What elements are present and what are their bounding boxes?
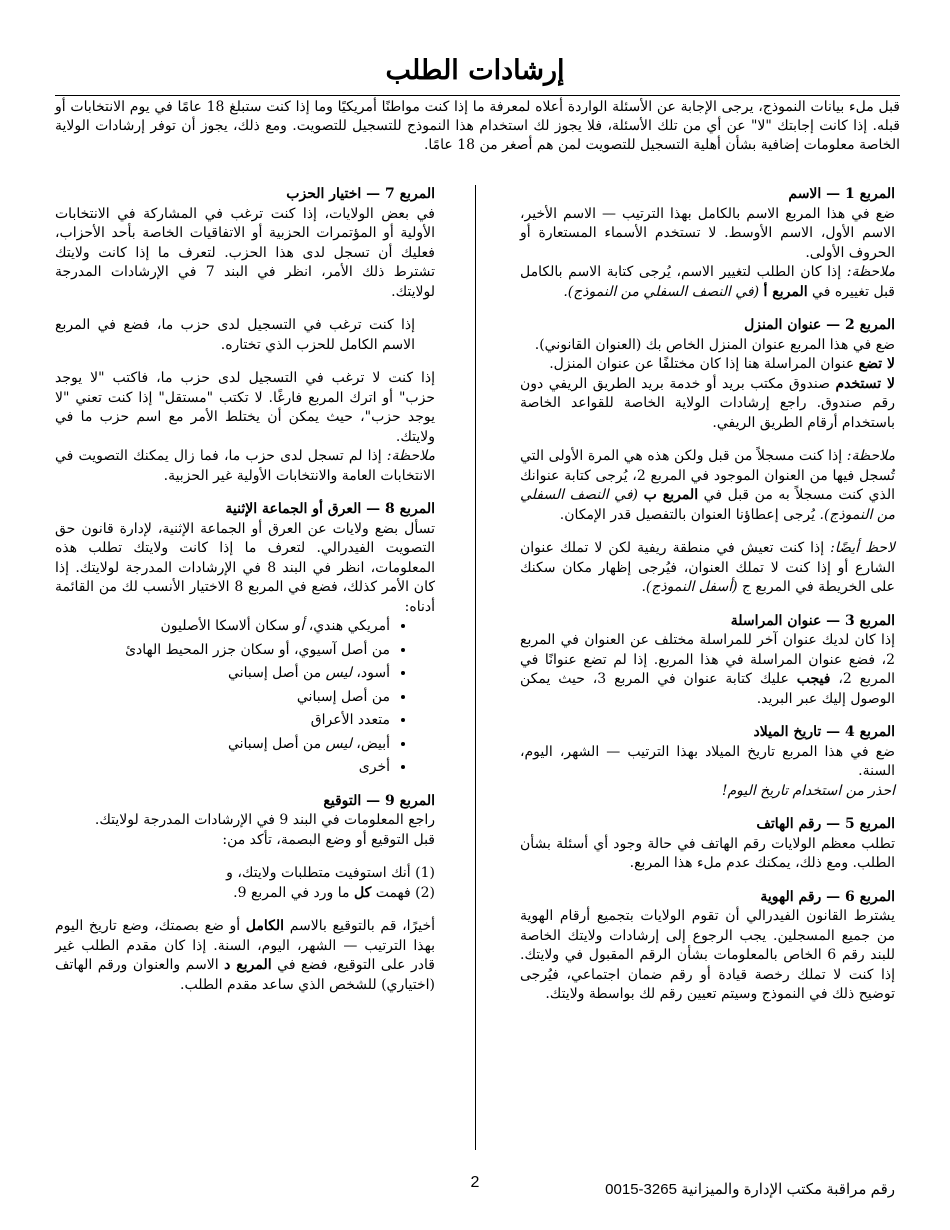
list-item: • من أصل إسباني bbox=[55, 688, 390, 708]
race-list bbox=[55, 617, 435, 778]
box2-heading: المربع 2 — عنوان المنزل bbox=[744, 317, 895, 333]
page-title: إرشادات الطلب bbox=[385, 55, 565, 86]
box7-party-choice: إذا كنت ترغب في التسجيل لدى حزب ما، فضع في المربع الاسم الكامل للحزب الذي تختاره. bbox=[55, 317, 415, 353]
box6-heading: المربع 6 — رقم الهوية bbox=[760, 888, 895, 905]
box3-heading: المربع 3 — عنوان المراسلة bbox=[730, 612, 895, 629]
box2-no-use: لا تستخدم صندوق مكتب بريد أو خدمة بريد الطريق الريفي دون رقم صندوق. راجع إرشادات الولاية الخاصة للقواعد الخاصة باستخدام أرقام الطريق الريفي. bbox=[520, 375, 895, 431]
box2-note: ملاحظة: إذا كنت مسجلاً من قبل ولكن هذه هي المرة الأولى التي تُسجل فيها من العنوان الموجود في المربع 2، يُرجى كتابة عنوانك الذي كنت مسجلاً به من قبل في المربع ب (في النصف السفلي من النموذج). يُرجى إعطاؤنا العنوان بالتفصيل قدر الإمكان. bbox=[520, 448, 896, 523]
box9-heading: المربع 9 — التوقيع bbox=[323, 792, 435, 809]
list-item: • أبيض، ليس من أصل إسباني bbox=[55, 735, 390, 755]
box1-note: ملاحظة: إذا كان الطلب لتغيير الاسم، يُرجى كتابة الاسم بالكامل قبل تغييره في المربع أ (في النصف السفلي من النموذج). bbox=[520, 264, 895, 300]
box7-section: المربع 7 — اختيار الحزب في بعض الولايات، إذا كنت ترغب في المشاركة في الانتخابات الأولية أو المؤتمرات الحزبية أو الاتفاقيات الخاصة بأحد الأحزاب، فعليك أن تسجل لدى هذا الحزب. لتعرف ما إذا كانت ولايتك تشترط ذلك الأمر، انظر في البند 7 في الإرشادات المدرجة لولايتك. bbox=[55, 186, 435, 300]
box9-checklist: (1) أنك استوفيت متطلبات ولايتك، و (2) فهمت كل ما ورد في المربع 9. bbox=[226, 865, 435, 901]
box2-also-note: لاحظ أيضًا: إذا كنت تعيش في منطقة ريفية لكن لا تملك عنوان الشارع أو إذا كنت لا تملك العنوان، فيُرجى إظهار مكان سكنك على الخريطة في المربع ج (أسفل النموذج). bbox=[520, 540, 896, 595]
box5-heading: المربع 5 — رقم الهاتف bbox=[756, 816, 895, 832]
intro-paragraph: قبل ملء بيانات النموذج، يرجى الإجابة عن الأسئلة الواردة أعلاه لمعرفة ما إذا كنت مواطنًا أمريكيًا وما إذا كنت ستبلغ 18 عامًا في يوم الانتخابات أو قبله. إذا كانت إجابتك "لا" عن أي من تلك الأسئلة، فلا يجوز لك استخدام هذا النموذج للتسجيل للتصويت. ومع ذلك، يجوز أن توفر إرشادات الولاية الخاصة معلومات إضافية بشأن أهلية التسجيل للتصويت لمن هم أصغر من 18 عامًا. bbox=[55, 95, 900, 155]
box4-warning: احذر من استخدام تاريخ اليوم! bbox=[721, 782, 895, 799]
box4-section: المربع 4 — تاريخ الميلاد ضع في هذا المربع تاريخ الميلاد بهذا الترتيب — الشهر، اليوم، السنة. احذر من استخدام تاريخ اليوم! bbox=[520, 724, 895, 799]
list-item: • متعدد الأعراق bbox=[55, 711, 390, 731]
box1-text: ضع في هذا المربع الاسم بالكامل بهذا الترتيب — الاسم الأخير، الاسم الأول، الاسم الأوسط. لا تستخدم الأسماء المستعارة أو الحروف الأولى. bbox=[520, 205, 895, 261]
box7-no-party: إذا كنت لا ترغب في التسجيل لدى حزب ما، فاكتب "لا يوجد حزب" أو اترك المربع فارغًا. لا تكتب "مستقل" إذا كنت تعني "لا يوجد حزب"، حيث يمكن أن يختلط الأمر مع اسم حزب ما في ولايتك. ملاحظة: إذا لم تسجل لدى حزب ما، فما زال يمكنك التصويت في الانتخابات العامة والانتخابات الأولية غير الحزبية. bbox=[55, 370, 435, 484]
page-number: 2 bbox=[470, 1174, 480, 1191]
note-label: ملاحظة: bbox=[846, 264, 895, 280]
list-item: • أمريكي هندي، أو سكان ألاسكا الأصليون bbox=[55, 617, 390, 637]
box2-text: ضع في هذا المربع عنوان المنزل الخاص بك (العنوان القانوني). bbox=[534, 336, 895, 353]
list-item: • أسود، ليس من أصل إسباني bbox=[55, 664, 390, 684]
box6-section: المربع 6 — رقم الهوية يشترط القانون الفيدرالي أن تقوم الولايات بتجميع أرقام الهوية من جميع المسجلين. يجب الرجوع إلى إرشادات ولايتك الخاصة للبند رقم 6 الخاص بالمعلومات بشأن الرقم المقبول في ولايتك. إذا كنت لا تملك رخصة قيادة أو رقم ضمان اجتماعي، فيُرجى توضيح ذلك في النموذج وسيتم تعيين رقم لك بواسطة ولايتك. bbox=[520, 888, 895, 1002]
box9-section: المربع 9 — التوقيع راجع المعلومات في البند 9 في الإرشادات المدرجة لولايتك. قبل التوقيع أو وضع البصمة، تأكد من: bbox=[55, 792, 435, 851]
right-column bbox=[520, 185, 895, 1019]
column-divider bbox=[475, 185, 476, 1150]
list-item: • أخرى bbox=[55, 758, 390, 778]
list-item: • من أصل آسيوي، أو سكان جزر المحيط الهادئ bbox=[55, 641, 390, 661]
box8-heading: المربع 8 — العرق أو الجماعة الإثنية bbox=[225, 501, 435, 517]
box2-section bbox=[520, 316, 895, 433]
box5-section: المربع 5 — رقم الهاتف تطلب معظم الولايات رقم الهاتف في حالة وجود أي أسئلة بشأن الطلب. ومع ذلك، يمكنك عدم ملء هذا المربع. bbox=[520, 816, 895, 871]
box7-heading: المربع 7 — اختيار الحزب bbox=[286, 186, 435, 202]
omb-control-number: رقم مراقبة مكتب الإدارة والميزانية 3265-0015 bbox=[605, 1181, 895, 1198]
box3-section: المربع 3 — عنوان المراسلة إذا كان لديك عنوان آخر للمراسلة مختلف عن العنوان في المربع 2، فضع عنوان المراسلة في هذا المربع. إذا لم تضع عنوانًا في المربع 2، فيجب عليك كتابة عنوان في المربع 3، حيث يمكن الوصول إليك عبر البريد. bbox=[520, 612, 896, 707]
box2-no-put: لا تضع عنوان المراسلة هنا إذا كان مختلفًا عن عنوان المنزل. bbox=[549, 356, 895, 372]
left-column bbox=[55, 185, 435, 1009]
box9-final: أخيرًا، قم بالتوقيع بالاسم الكامل أو ضع بصمتك، وضع تاريخ اليوم بهذا الترتيب — الشهر، اليوم، السنة. إذا كان مقدم الطلب غير قادر على التوقيع، فضع في المربع د الاسم والعنوان ورقم الهاتف (اختياري) للشخص الذي ساعد مقدم الطلب. bbox=[55, 918, 435, 993]
box1-section bbox=[520, 185, 895, 302]
box4-heading: المربع 4 — تاريخ الميلاد bbox=[753, 724, 895, 740]
box1-heading: المربع 1 — الاسم bbox=[788, 186, 895, 202]
box8-section: المربع 8 — العرق أو الجماعة الإثنية تسأل بضع ولايات عن العرق أو الجماعة الإثنية، لإدارة قانون حق التصويت الفيدرالي. لتعرف ما إذا كانت ولايتك تطلب هذه المعلومات، انظر في البند 8 في الإرشادات المدرجة لولايتك. إذا كان الأمر كذلك، فضع في المربع 8 الاختيار الأنسب لك من القائمة أدناه: • أمريكي هندي، أو سكان ألاسكا الأصليون • من أصل آسيوي، أو سكان جزر المحيط الهادئ • أسود، ليس من أصل إسباني • من أصل إسباني • متعدد الأعراق • أبيض، ليس من أصل إسباني • أخرى bbox=[55, 500, 435, 778]
